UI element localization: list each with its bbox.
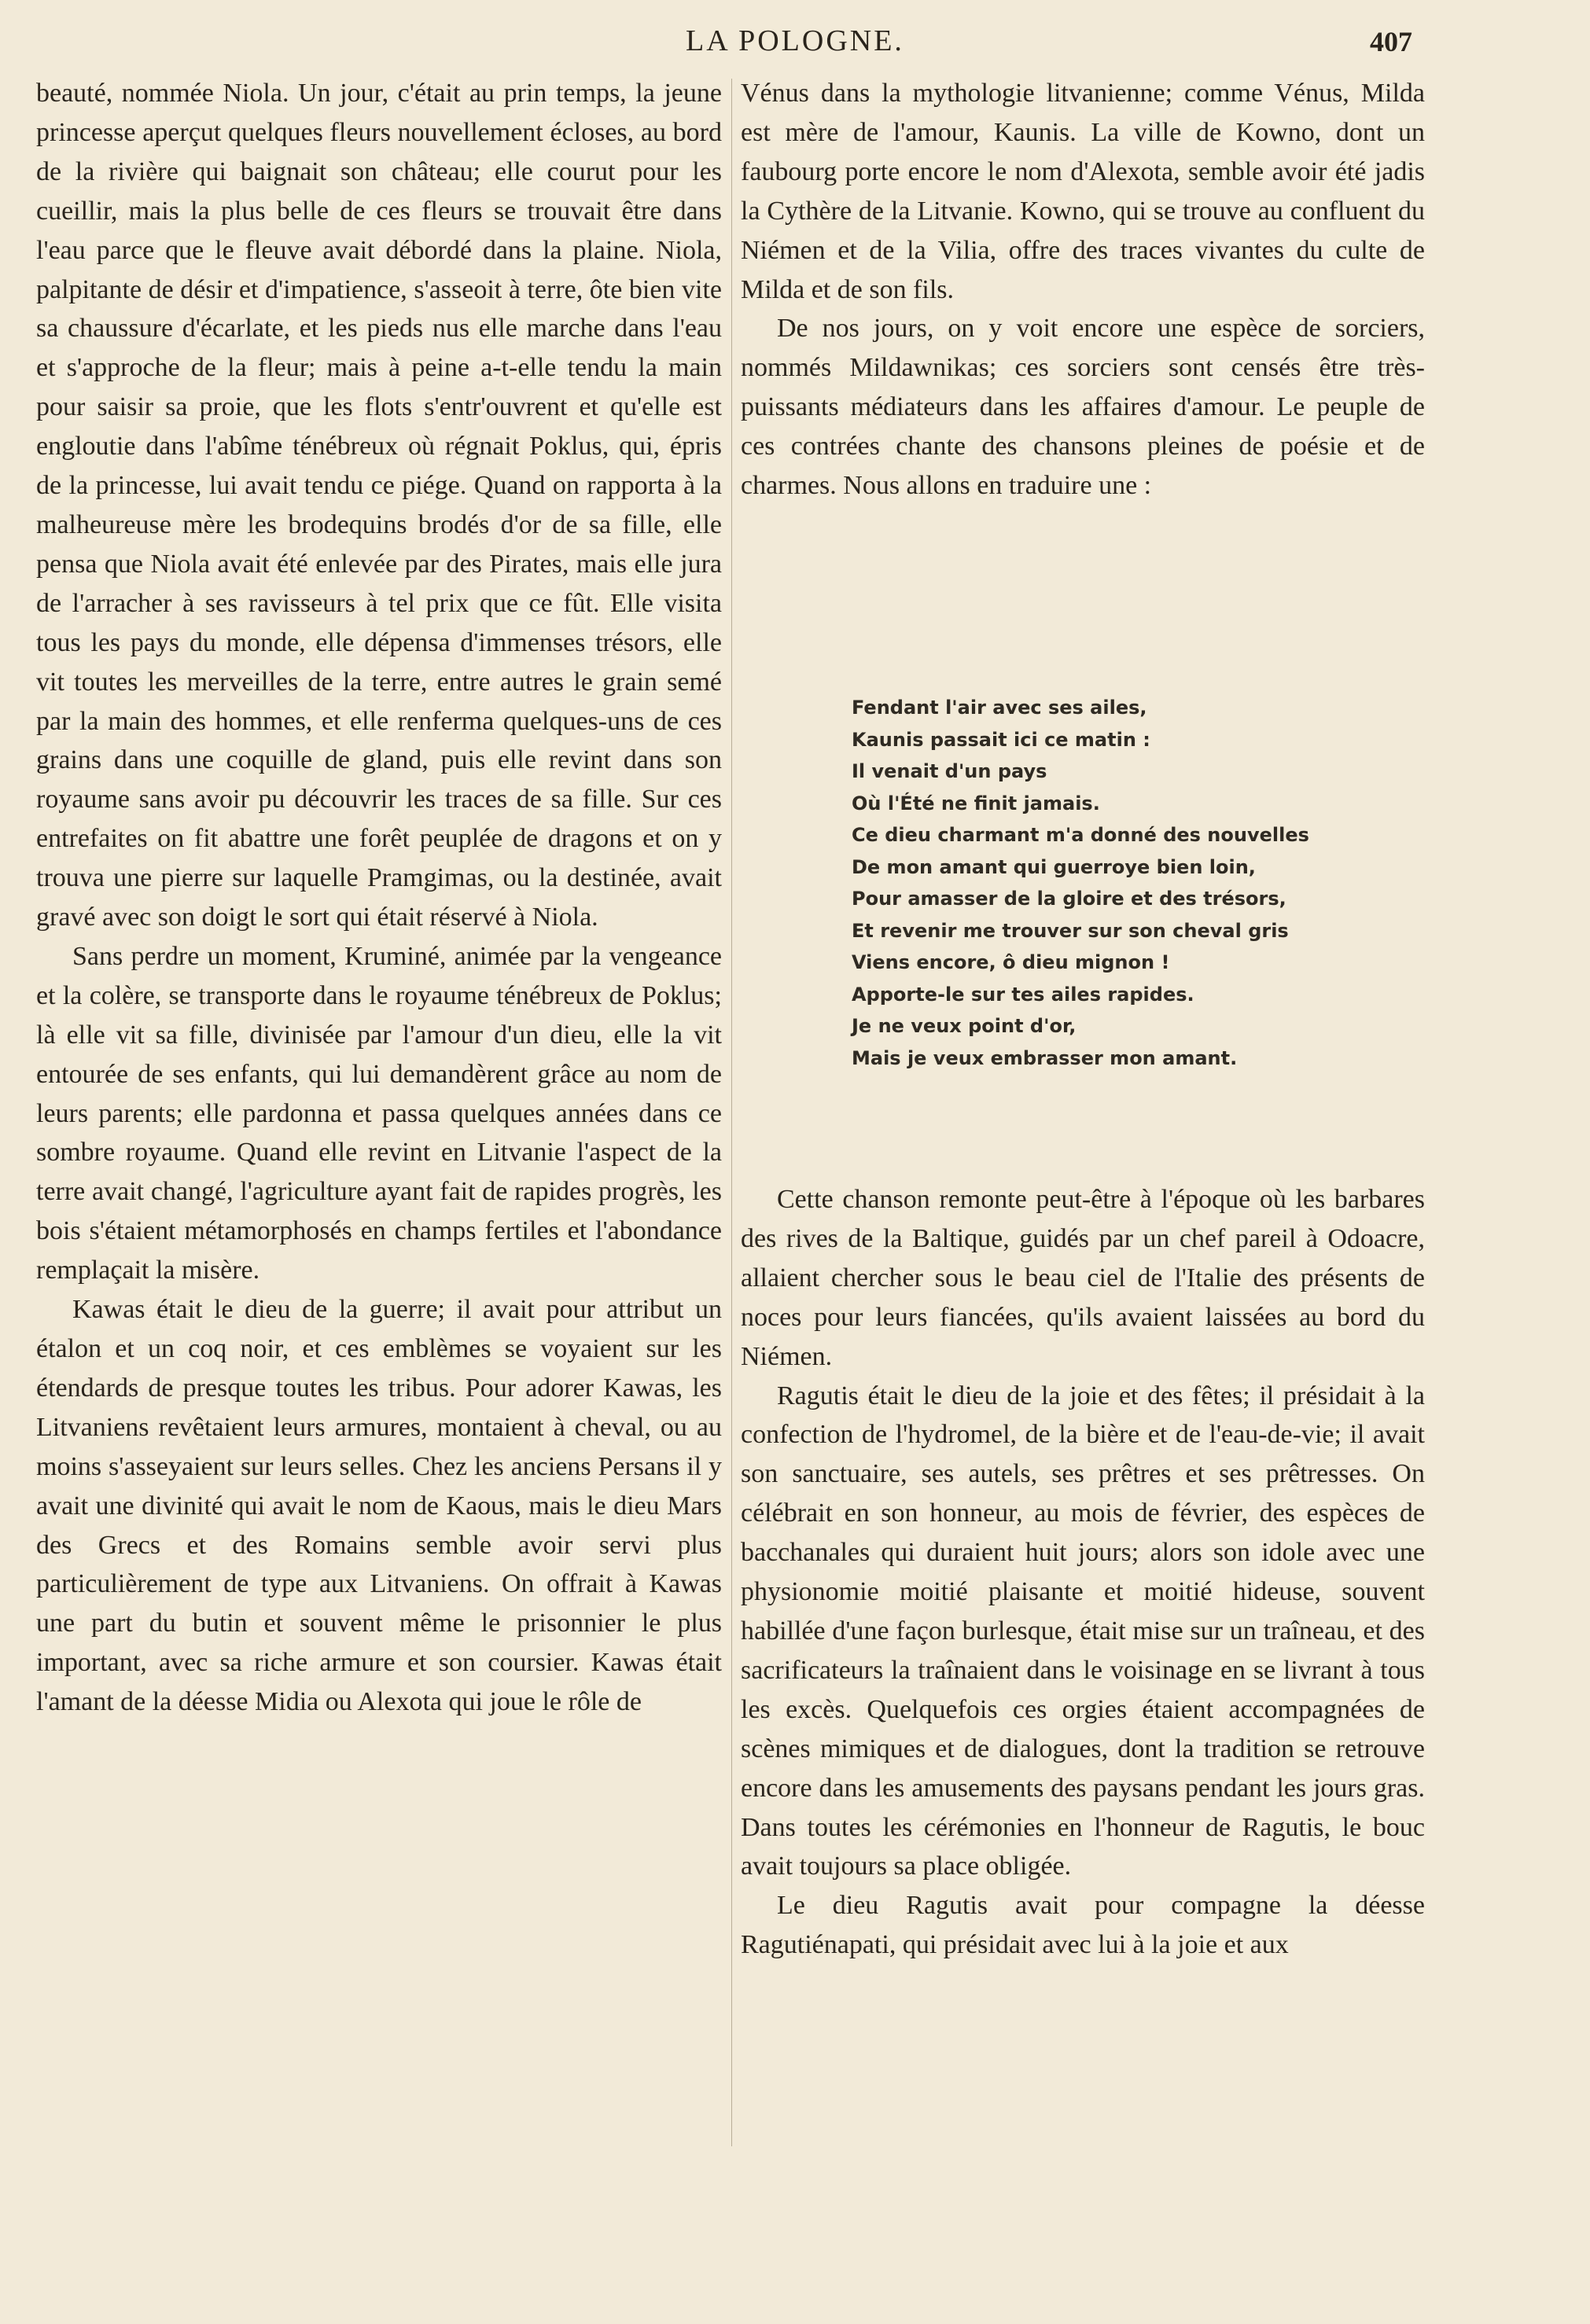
paragraph: Ragutis était le dieu de la joie et des fêtes; il présidait à la confection de l'hydromel, de la bière et de l'eau-de-vie; il avait son sanctuaire, ses autels, ses prêtres et ses prêtresses. On célébrait en son honneur, au mois de février, des espèces de bacchanales qui duraient huit jours; alors son idole avec une physionomie moitié plaisante et moitié hideuse, souvent habillée d'une façon burlesque, était mise sur un traîneau, et des sacrificateurs la traînaient dans le voisinage en se livrant à tous les excès. Quelquefois ces orgies étaient accompagnées de scènes mimiques et de dialogues, dont la tradition se retrouve encore dans les amusements des paysans pendant les jours gras. Dans toutes les cérémonies en l'honneur de Ragutis, le bouc avait toujours sa place obligée. — [741, 1381, 1425, 1881]
paragraph: Vénus dans la mythologie litvanienne; comme Vénus, Milda est mère de l'amour, Kaunis. La ville de Kowno, dont un faubourg porte encore le nom d'Alexota, semble avoir été jadis la Cythère de la Litvanie. Kowno, qui se trouve au confluent du Niémen et de la Vilia, offre des traces vivantes du culte de Milda et de son fils. — [741, 79, 1425, 304]
paragraph: Kawas était le dieu de la guerre; il avait pour attribut un étalon et un coq noir, et ces emblèmes se voyaient sur les étendards de presque toutes les tribus. Pour adorer Kawas, les Litvaniens revêtaient leurs armures, montaient à cheval, ou au moins s'asseyaient sur leurs selles. Chez les anciens Persans il y avait une divinité qui avait le nom de Kaous, mais le dieu Mars des Grecs et des Romains semble avoir servi plus particulièrement de type aux Litvaniens. On offrait à Kawas une part du butin et souvent même le prisonnier le plus important, avec sa riche armure et son coursier. Kawas était l'amant de la déesse Midia ou Alexota qui joue le rôle de — [36, 1295, 722, 1717]
page-number: 407 — [1370, 26, 1412, 57]
running-header: LA POLOGNE. — [686, 24, 904, 57]
poem-line: Où l'Été ne finit jamais. — [852, 792, 1100, 815]
poem-line: Fendant l'air avec ses ailes, — [852, 697, 1147, 719]
poem-line: Viens encore, ô dieu mignon ! — [852, 951, 1170, 973]
poem-line: Apporte-le sur tes ailes rapides. — [852, 983, 1194, 1006]
poem-line: Kaunis passait ici ce matin : — [852, 728, 1150, 751]
paragraph: Cette chanson remonte peut-être à l'époque où les barbares des rives de la Baltique, guidés par un chef pareil à Odoacre, allaient chercher sous le beau ciel de l'Italie des présents de noces pour leurs fiancées, qu'ils avaient laissées au bord du Niémen. — [741, 1185, 1425, 1371]
paragraph: Le dieu Ragutis avait pour compagne la déesse Ragutiénapati, qui présidait avec lui à la joie et aux — [741, 1891, 1425, 1960]
left-column — [36, 74, 722, 1722]
poem-line: De mon amant qui guerroye bien loin, — [852, 855, 1256, 878]
poem-line: Je ne veux point d'or, — [852, 1015, 1077, 1037]
poem-line: Ce dieu charmant m'a donné des nouvelles — [852, 824, 1309, 846]
paragraph: Sans perdre un moment, Kruminé, animée par la vengeance et la colère, se transporte dans le royaume ténébreux de Poklus; là elle vit sa fille, divinisée par l'amour d'un dieu, elle la vit entourée de ses enfants, qui lui demandèrent grâce au nom de leurs parents; elle pardonna et passa quelques années dans ce sombre royaume. Quand elle revint en Litvanie l'aspect de la terre avait changé, l'agriculture ayant fait de rapides progrès, les bois s'étaient métamorphosés en champs fertiles et l'abondance remplaçait la misère. — [36, 941, 722, 1285]
poem-line: Mais je veux embrasser mon amant. — [852, 1046, 1238, 1069]
paragraph: De nos jours, on y voit encore une espèce de sorciers, nommés Mildawnikas; ces sorciers sont censés être très-puissants médiateurs dans les affaires d'amour. Le peuple de ces contrées chante des chansons pleines de poésie et de charmes. Nous allons en traduire une : — [741, 314, 1425, 501]
paragraph: beauté, nommée Niola. Un jour, c'était au prin temps, la jeune princesse aperçut quelques fleurs nouvellement écloses, au bord de la rivière qui baignait son château; elle courut pour les cueillir, mais la plus belle de ces fleurs se trouvait être dans l'eau parce que le fleuve avait débordé dans la plaine. Niola, palpitante de désir et d'impatience, s'asseoit à terre, ôte bien vite sa chaussure d'écarlate, et les pieds nus elle marche dans l'eau et s'approche de la fleur; mais à peine a-t-elle tendu la main pour saisir sa proie, que les flots s'entr'ouvrent et qu'elle est engloutie dans l'abîme ténébreux où régnait Poklus, qui, épris de la princesse, lui avait tendu ce piége. Quand on rapporta à la malheureuse mère les brodequins brodés d'or de sa fille, elle pensa que Niola avait été enlevée par des Pirates, mais elle jura de l'arracher à ses ravisseurs à tel prix que ce fût. Elle visita tous les pays du monde, elle dépensa d'immenses trésors, elle vit toutes les merveilles de la terre, entre autres le grain semé par la main des hommes, et elle renferma quelques-uns de ces grains dans une coquille de gland, puis elle revint dans son royaume sans avoir pu découvrir les traces de sa fille. Sur ces entrefaites on fit abattre une forêt peuplée de dragons et on y trouva une pierre sur laquelle Pramgimas, ou la destinée, avait gravé avec son doigt le sort qui était réservé à Niola. — [36, 79, 722, 932]
poem-line: Il venait d'un pays — [852, 760, 1047, 782]
poem-line: Et revenir me trouver sur son cheval gris — [852, 919, 1289, 942]
right-column-continued — [741, 1180, 1425, 1965]
right-column — [741, 74, 1425, 506]
column-divider — [731, 79, 732, 2146]
poem-line: Pour amasser de la gloire et des trésors, — [852, 888, 1286, 910]
song-verse — [852, 692, 1323, 1074]
